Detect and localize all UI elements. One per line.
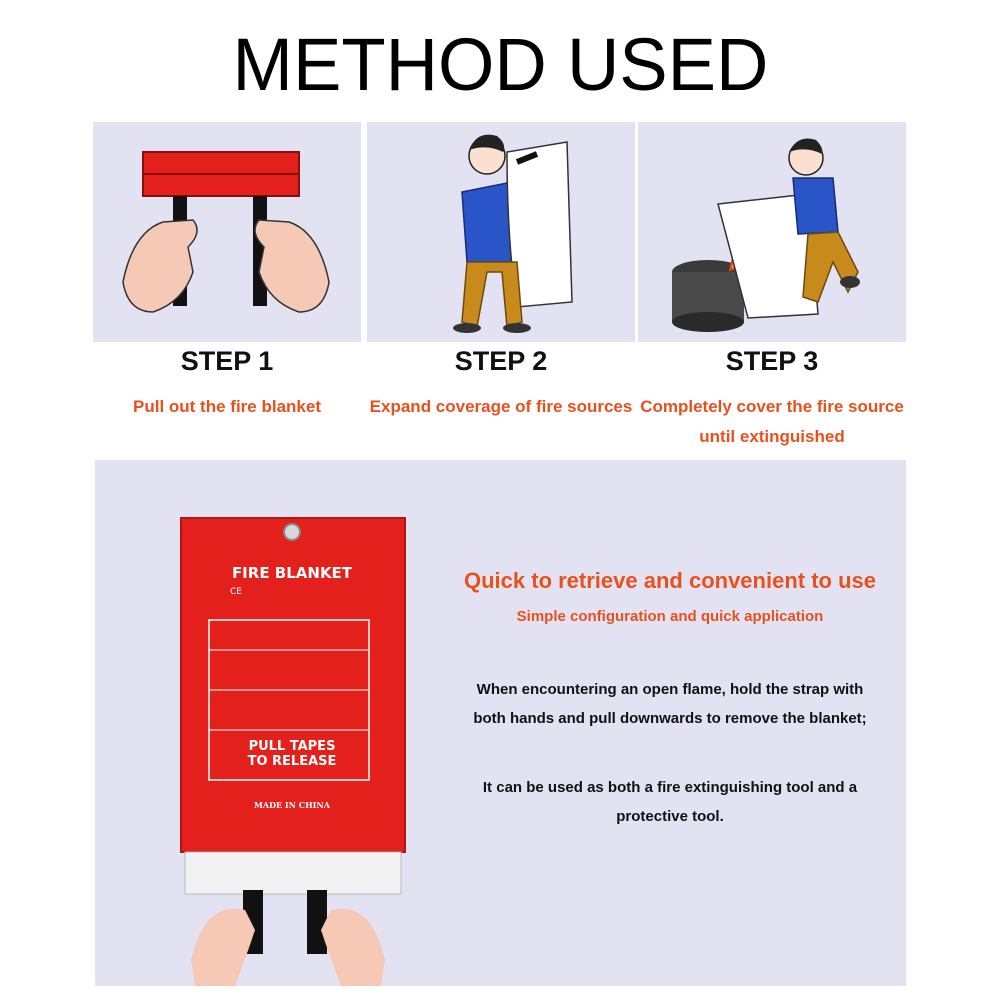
step-2-label: STEP 2: [454, 346, 548, 376]
info-paragraph-1: [455, 675, 885, 733]
step-2-illustration: [367, 122, 635, 342]
info-paragraph-2-line-1: It can be used as both a fire extinguishing tool and a: [482, 779, 858, 796]
info-paragraph-1-line-1: When encountering an open flame, hold the strap with: [476, 681, 864, 698]
info-paragraph-2: [455, 773, 885, 831]
step-2-description: Expand coverage of fire sources: [369, 397, 633, 416]
made-in-label: MADE IN CHINA: [254, 800, 330, 810]
pull-text-line-1: PULL TAPES: [248, 739, 336, 754]
step-1-description: Pull out the fire blanket: [133, 397, 321, 416]
product-info-panel: [95, 460, 906, 986]
page-title: METHOD USED: [232, 23, 769, 106]
fire-blanket-pouch-image: [95, 460, 435, 986]
info-heading: Quick to retrieve and convenient to use: [464, 568, 876, 593]
person-unfolding-blanket-icon: [367, 122, 635, 342]
step-3-illustration: [638, 122, 906, 342]
person-covering-fire-icon: [638, 122, 906, 342]
ce-mark: CE: [230, 587, 242, 597]
step-3-label: STEP 3: [725, 346, 819, 376]
info-subheading: Simple configuration and quick application: [516, 608, 824, 625]
pull-text-line-2: TO RELEASE: [247, 754, 337, 769]
hands-pulling-blanket-icon: [93, 122, 361, 342]
step-1-illustration: [93, 122, 361, 342]
step-3-description-line-1: Completely cover the fire source: [640, 397, 904, 416]
step-3-description: [630, 392, 914, 452]
info-paragraph-2-line-2: protective tool.: [616, 808, 724, 825]
info-paragraph-1-line-2: both hands and pull downwards to remove the blanket;: [473, 710, 867, 727]
pouch-title: FIRE BLANKET: [231, 564, 353, 582]
step-1-label: STEP 1: [180, 346, 274, 376]
step-3-description-line-2: until extinguished: [699, 427, 845, 446]
